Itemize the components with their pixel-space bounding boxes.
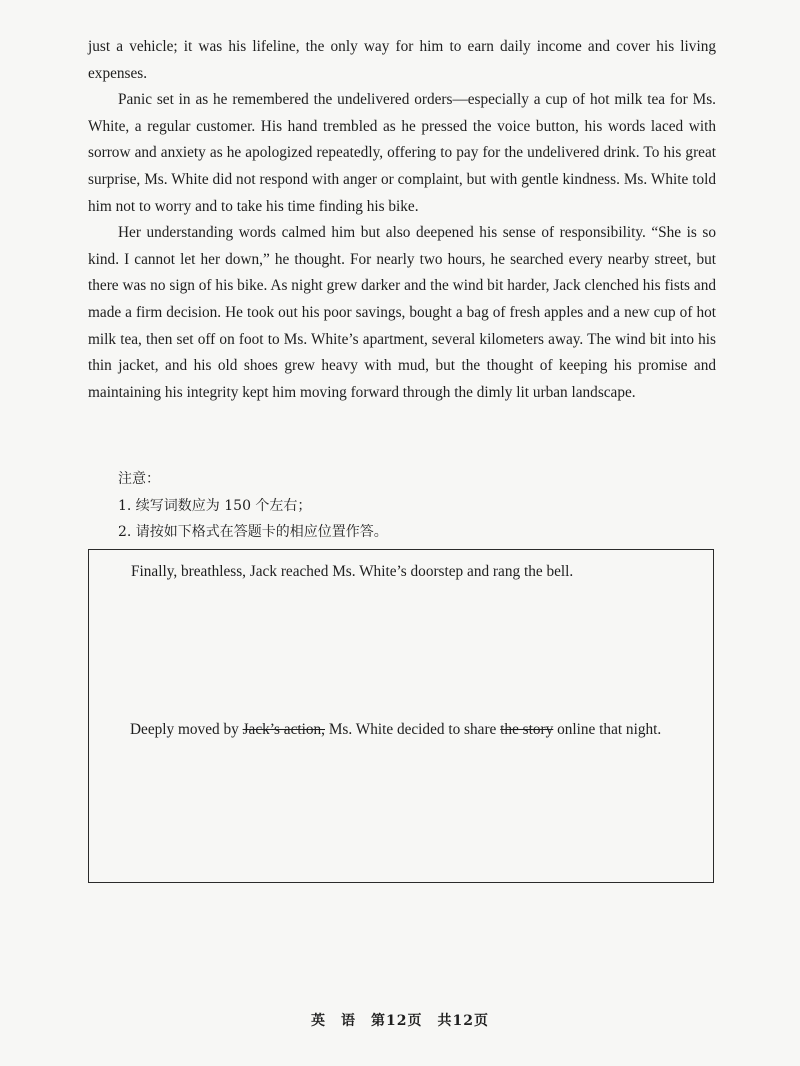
struck-text-2: the story <box>500 721 554 738</box>
page-footer: 英 语 第12页 共12页 <box>311 1013 489 1029</box>
story-paragraph-2: Panic set in as he remembered the undelivered orders—especially a cup of hot milk tea for Ms. White, a regular customer. His hand trembled as he pressed the voice button, his words laced with sorrow and anxiety as he apologized repeatedly, offering to pay for the undelivered drink. To his great surprise, Ms. White did not respond with anger or complaint, but with gentle kindness. Ms. White told him not to worry and to take his time finding his bike. <box>88 91 716 215</box>
instruction-item-2: 2. 请按如下格式在答题卡的相应位置作答。 <box>118 524 388 540</box>
instruction-item-1: 1. 续写词数应为 150 个左右； <box>118 497 312 514</box>
story-text <box>88 34 716 406</box>
struck-text-1: Jack’s action, <box>242 721 325 738</box>
story-paragraph-3: Her understanding words calmed him but also deepened his sense of responsibility. “She is so kind. I cannot let her down,” he thought. For nearly two hours, he searched every nearby street, but there was no sign of his bike. As night grew darker and the wind bit harder, Jack clenched his fists and made a firm decision. He took out his poor savings, bought a bag of fresh apples and a new cup of hot milk tea, then set off on foot to Ms. White’s apartment, several kilometers away. The wind bit into his thin jacket, and his old shoes grew heavy with mud, but the thought of keeping his promise and maintaining his integrity kept him moving forward through the dimly lit urban landscape. <box>88 224 716 401</box>
paragraph-1-opening: Finally, breathless, Jack reached Ms. White’s doorstep and rang the bell. <box>131 563 574 580</box>
answer-box[interactable] <box>88 549 714 883</box>
instructions <box>118 466 718 546</box>
story-paragraph-1: just a vehicle; it was his lifeline, the only way for him to earn daily income and cover his living expenses. <box>88 38 716 82</box>
opening-text-start: Deeply moved by <box>130 721 243 738</box>
instructions-title: 注意： <box>118 471 160 487</box>
paragraph-2-opening <box>99 716 705 743</box>
opening-text-end: online that night. <box>553 721 662 738</box>
opening-text-middle: Ms. White decided to share <box>325 721 501 738</box>
